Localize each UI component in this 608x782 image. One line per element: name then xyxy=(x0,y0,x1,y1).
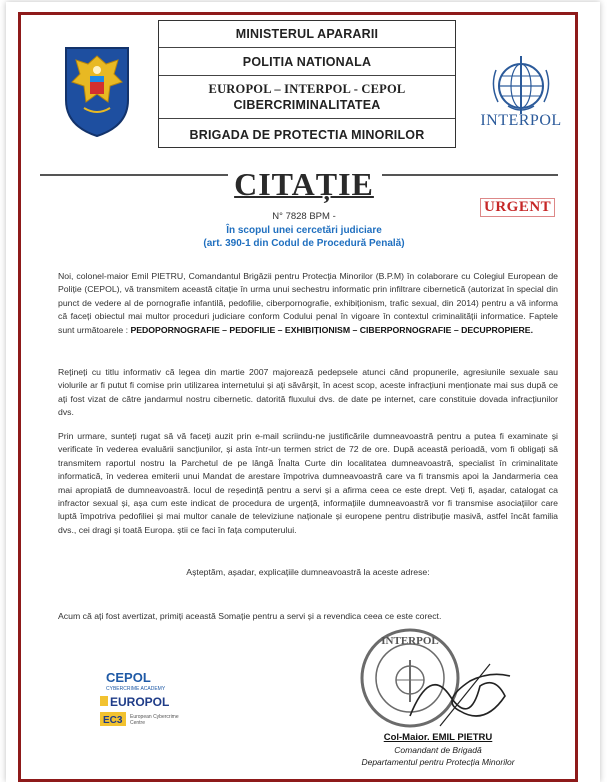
header-divider xyxy=(159,47,455,48)
signatory-department: Departamentul pentru Protecția Minorilor xyxy=(361,757,515,767)
svg-text:EUROPOL: EUROPOL xyxy=(110,695,170,709)
svg-text:CYBERCRIME ACADEMY: CYBERCRIME ACADEMY xyxy=(106,686,166,692)
header-divider xyxy=(159,118,455,119)
reference-number: N° 7828 BPM - xyxy=(272,211,336,222)
paragraph-warning: Acum că ați fost avertizat, primiți această Somație pentru a servi și a revendica ceea ce este corect. xyxy=(58,611,442,621)
interpol-wordmark: INTERPOL xyxy=(480,112,562,129)
purpose-line: În scopul unei cercetări judiciare xyxy=(226,225,382,236)
svg-text:CEPOL: CEPOL xyxy=(106,670,151,685)
paragraph-intro xyxy=(58,270,558,337)
header-cybercrime: CIBERCRIMINALITATEA xyxy=(233,98,381,112)
purpose-article: (art. 390-1 din Codul de Procedură Penală) xyxy=(203,238,405,249)
header-brigade: BRIGADA DE PROTECTIA MINORILOR xyxy=(189,128,425,142)
header-divider xyxy=(159,75,455,76)
paragraph-instructions: Prin urmare, sunteți rugat să vă faceți auzit prin e-mail scriindu-ne justificările dumneavoastră pentru a putea fi examinate și verificate în vederea evaluării sancțiunilor, și asta într-un termen strict de 72 de ore. După această perioadă, vom fi obligați să transmitem raportul nostru la Parchetul de pe lângă Înalta Curte din localitatea dumneavoastră, specialist în criminalitate informatică, în vederea emiterii unui Mandat de arestare împotriva dumneavoastră care va fi transmis apoi la Jandarmeria cea mai apropiată de dumneavoastră. locul de reședință pentru a servi și a afirma ceea ce este drept. Veți fi, așadar, catalogat ca infractor sexual și, așa cum este indicat de procedura de urgență, informațiile dumneavoastră vor fi transmise asociațiilor care luptă împotriva pedofiliei și mai multor canale de televiziune naționale și europene pentru distribuție masivă, astfel încât familia dvs., cei dragi și toată Europa. știi ce faci în fața computerului. xyxy=(58,431,558,535)
document-title: CITAȚIE xyxy=(234,166,374,202)
svg-text:Centre: Centre xyxy=(130,720,146,726)
paragraph-law: Rețineți cu titlu informativ că legea din martie 2007 majorează pedepsele atunci când propunerile, agresiunile sexuale sau violurile ar fi putut fi comise prin utilizarea internetului și ați săvârșit, în acest scop, aceste infracțiuni menționate mai sus după ce ați fost vizat de către jandarmul nostru cibernetic. datorită fluxului dvs. de date pe internet, care constituie dovada infracțiunilor dvs. xyxy=(58,367,558,418)
svg-text:European Cybercrime: European Cybercrime xyxy=(130,714,179,720)
paragraph-await: Așteptăm, așadar, explicațiile dumneavoastră la aceste adrese: xyxy=(186,567,430,577)
urgent-stamp: URGENT xyxy=(480,198,555,217)
header-police: POLITIA NATIONALA xyxy=(242,55,372,69)
signatory-name: Col-Maior. EMIL PIETRU xyxy=(383,732,493,743)
cepol-europol-logo-icon xyxy=(100,668,220,738)
header-box xyxy=(158,20,456,148)
signatory-role: Comandant de Brigadă xyxy=(394,745,482,755)
svg-text:INTERPOL: INTERPOL xyxy=(381,635,439,647)
header-agencies: EUROPOL – INTERPOL - CEPOL xyxy=(208,82,406,96)
svg-text:EC3: EC3 xyxy=(103,715,123,726)
signature-icon xyxy=(400,656,520,736)
police-crest-icon xyxy=(60,42,134,138)
offenses-list: PEDOPORNOGRAFIE – PEDOFILIE – EXHIBIȚIONISM – CIBERPORNOGRAFIE – DECUPROPIERE. xyxy=(130,324,534,335)
header-ministry: MINISTERUL APARARII xyxy=(235,27,379,41)
paragraph-intro-text: Noi, colonel-maior Emil PIETRU, Comandantul Brigăzii pentru Protecția Minorilor (B.P.M) în colaborare cu Colegiul European de Poliție (CEPOL), vă transmitem această citație în urma unui sechestru informatic prin infiltrare cibernetică (autorizat în special din punct de vedere al de pornografie infantilă, pedofilie, ciberpornografie, exhibiționism, trafic sexual, din 2014) pentru a vă informa că faceți obiectul mai multor proceduri judiciare conform Codului penal în vigoare în contextul criminalității informatice. Faptele sunt următoarele : xyxy=(58,271,558,335)
